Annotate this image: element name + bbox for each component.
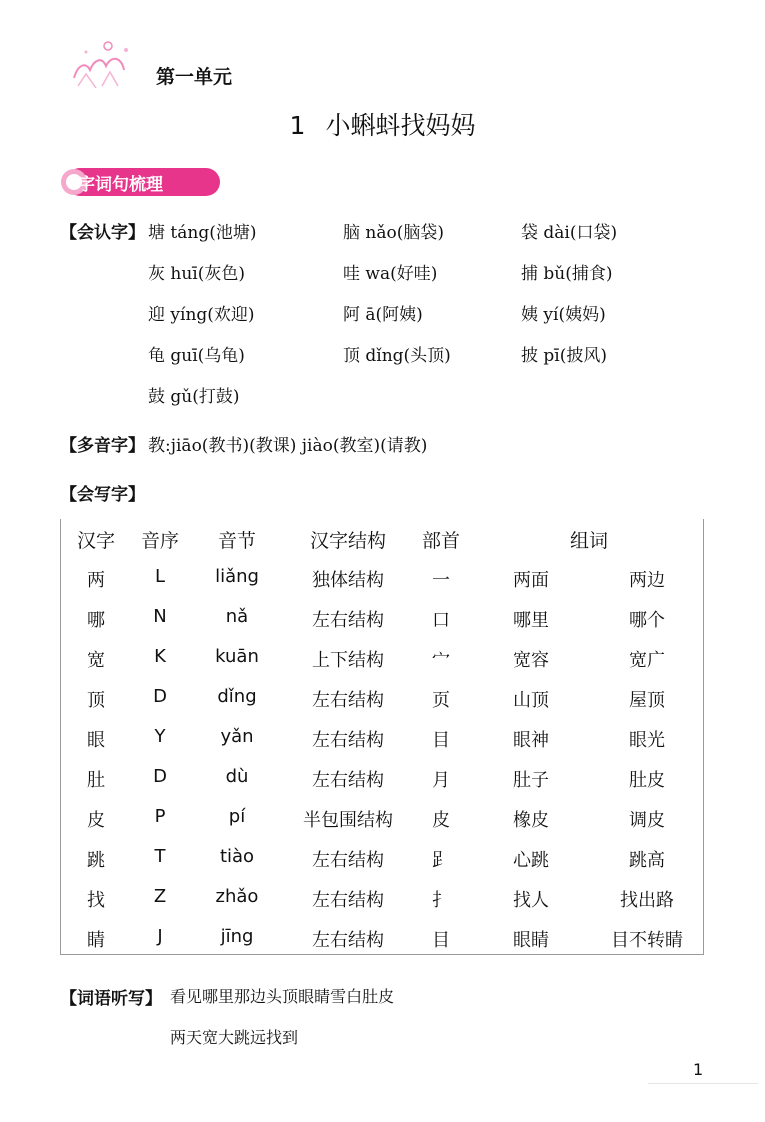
cell-index: Y (154, 726, 166, 747)
recognize-item: 袋 dài(口袋) (521, 223, 618, 243)
cell-index: J (157, 926, 163, 947)
page-number: 1 (693, 1060, 704, 1079)
recognize-item: 顶 dǐng(头顶) (343, 346, 451, 366)
cell-word-2: 调皮 (629, 810, 665, 831)
cell-structure: 半包围结构 (303, 810, 393, 831)
dictation-word: 雪白 (330, 987, 363, 1006)
cell-syllable: dǐng (217, 686, 257, 707)
cell-structure: 左右结构 (312, 850, 384, 871)
cell-radical: 皮 (432, 810, 450, 831)
cell-radical: 𧾷 (432, 850, 450, 871)
cell-syllable: dù (225, 766, 249, 787)
cell-structure: 左右结构 (312, 930, 384, 951)
cell-radical: 目 (432, 930, 450, 951)
page-divider (648, 1083, 758, 1084)
cell-word-1: 肚子 (513, 770, 549, 791)
cell-radical: 口 (432, 610, 450, 631)
table-header-index: 音序 (140, 530, 180, 552)
lesson-number: 1 (289, 111, 306, 140)
recognize-item: 阿 ā(阿姨) (343, 305, 423, 325)
cell-word-2: 宽广 (629, 650, 665, 671)
dictation-word: 两天 (170, 1028, 203, 1047)
cell-index: K (154, 646, 166, 667)
cell-word-1: 眼睛 (513, 930, 549, 951)
cell-structure: 左右结构 (312, 730, 384, 751)
recognize-item: 迎 yíng(欢迎) (148, 305, 255, 325)
cell-index: D (153, 766, 167, 787)
cell-structure: 独体结构 (312, 570, 384, 591)
cell-word-2: 跳高 (629, 850, 665, 871)
cell-char: 顶 (87, 690, 105, 711)
recognize-item: 哇 wa(好哇) (343, 264, 438, 284)
cell-word-2: 目不转睛 (611, 930, 683, 951)
cell-word-1: 心跳 (513, 850, 549, 871)
table-header-structure: 汉字结构 (309, 530, 387, 552)
cell-syllable: tiào (219, 846, 255, 867)
cell-radical: 扌 (432, 890, 450, 911)
recognize-item: 灰 huī(灰色) (148, 264, 246, 284)
cell-syllable: nǎ (225, 606, 249, 627)
cell-word-1: 山顶 (513, 690, 549, 711)
cell-word-2: 肚皮 (629, 770, 665, 791)
dictation-word: 宽大 (202, 1028, 235, 1047)
cell-word-2: 哪个 (629, 610, 665, 631)
table-header-radical: 部首 (421, 530, 461, 552)
recognize-item: 披 pī(披风) (521, 346, 607, 366)
cell-structure: 左右结构 (312, 890, 384, 911)
table-header-char: 汉字 (76, 530, 116, 552)
cell-radical: 月 (432, 770, 450, 791)
cell-word-1: 橡皮 (513, 810, 549, 831)
cell-word-2: 两边 (629, 570, 665, 591)
dictation-word: 哪里 (202, 987, 235, 1006)
cell-index: N (153, 606, 167, 627)
dictation-label: 【词语听写】 (60, 989, 162, 1009)
recognize-item: 鼓 gǔ(打鼓) (148, 387, 240, 407)
dictation-word: 跳远 (234, 1028, 267, 1047)
dictation-word: 眼睛 (298, 987, 331, 1006)
recognize-item: 捕 bǔ(捕食) (521, 264, 613, 284)
cell-index: Z (153, 886, 167, 907)
cell-syllable: yǎn (220, 726, 254, 747)
cell-structure: 左右结构 (312, 690, 384, 711)
lesson-title (0, 106, 765, 142)
cell-char: 找 (87, 890, 105, 911)
cell-char: 眼 (87, 730, 105, 751)
cell-radical: 目 (432, 730, 450, 751)
lesson-name: 小蝌蚪找妈妈 (325, 111, 476, 140)
write-label: 【会写字】 (60, 485, 145, 505)
cell-syllable: jīng (220, 926, 254, 947)
dictation-word: 看见 (170, 987, 203, 1006)
cell-index: T (154, 846, 166, 867)
cell-word-1: 哪里 (513, 610, 549, 631)
cell-char: 跳 (87, 850, 105, 871)
cell-word-1: 宽容 (513, 650, 549, 671)
recognize-item: 姨 yí(姨妈) (521, 305, 606, 325)
cell-radical: 页 (432, 690, 450, 711)
cell-structure: 上下结构 (312, 650, 384, 671)
cell-word-2: 眼光 (629, 730, 665, 751)
cell-word-2: 找出路 (620, 890, 674, 911)
cell-syllable: liǎng (215, 566, 259, 587)
cell-word-1: 两面 (513, 570, 549, 591)
recognize-item: 脑 nǎo(脑袋) (343, 223, 444, 243)
cell-syllable: kuān (215, 646, 259, 667)
cell-syllable: pí (228, 806, 246, 827)
polyphone-text: 教:jiāo(教书)(教课) jiào(教室)(请教) (148, 436, 428, 456)
cell-index: L (154, 566, 166, 587)
cell-char: 宽 (87, 650, 105, 671)
cell-char: 皮 (87, 810, 105, 831)
recognize-label: 【会认字】 (60, 223, 145, 243)
dictation-word: 那边 (234, 987, 267, 1006)
cell-char: 两 (87, 570, 105, 591)
cell-syllable: zhǎo (215, 886, 259, 907)
table-header-words: 组词 (569, 530, 609, 552)
unit-decoration-icon (66, 36, 146, 96)
recognize-item: 塘 táng(池塘) (148, 223, 257, 243)
dictation-word: 肚皮 (362, 987, 395, 1006)
cell-char: 睛 (87, 930, 105, 951)
dictation-word: 找到 (266, 1028, 299, 1047)
cell-structure: 左右结构 (312, 770, 384, 791)
dictation-line-2 (170, 1025, 298, 1048)
cell-structure: 左右结构 (312, 610, 384, 631)
cell-word-2: 屋顶 (629, 690, 665, 711)
cell-index: D (153, 686, 167, 707)
cell-char: 肚 (87, 770, 105, 791)
cell-word-1: 找人 (513, 890, 549, 911)
cell-char: 哪 (87, 610, 105, 631)
unit-title: 第一单元 (156, 66, 233, 88)
polyphone-label: 【多音字】 (60, 436, 145, 456)
cell-radical: 一 (432, 570, 450, 591)
dictation-word: 头顶 (266, 987, 299, 1006)
cell-word-1: 眼神 (513, 730, 549, 751)
cell-radical: 宀 (432, 650, 450, 671)
dictation-line-1 (170, 984, 394, 1007)
table-header-syllable: 音节 (217, 530, 257, 552)
section-badge-label: 字词句梳理 (78, 175, 163, 195)
cell-index: P (154, 806, 166, 827)
recognize-item: 龟 guī(乌龟) (148, 346, 245, 366)
